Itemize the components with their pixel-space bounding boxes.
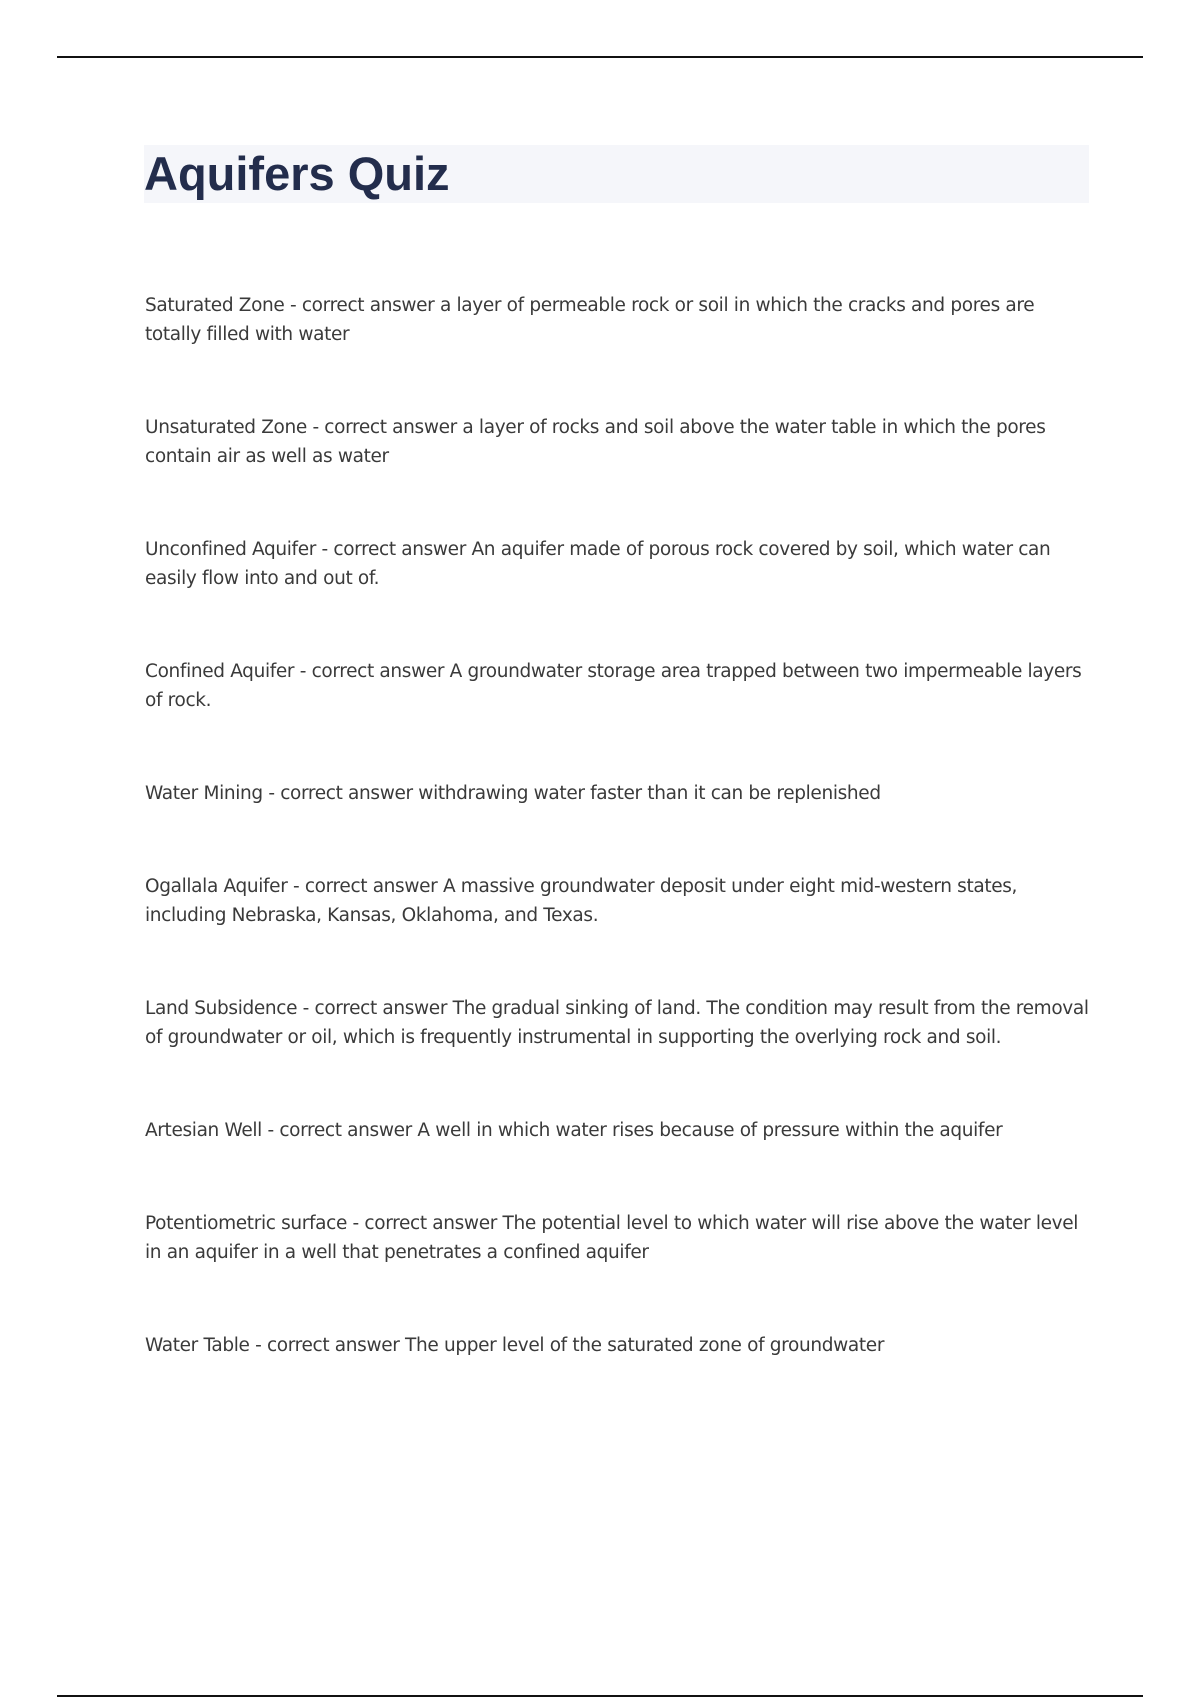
top-divider bbox=[57, 56, 1143, 58]
qa-item: Saturated Zone - correct answer a layer of permeable rock or soil in which the cracks and pores are totally filled with water bbox=[145, 295, 1035, 345]
qa-item: Unconfined Aquifer - correct answer An aquifer made of porous rock covered by soil, which water can easily flow into and out of. bbox=[145, 539, 1051, 589]
qa-item: Artesian Well - correct answer A well in which water rises because of pressure within the aquifer bbox=[145, 1120, 1003, 1141]
qa-item: Confined Aquifer - correct answer A groundwater storage area trapped between two impermeable layers of rock. bbox=[145, 661, 1082, 711]
qa-item: Water Mining - correct answer withdrawing water faster than it can be replenished bbox=[145, 783, 881, 804]
qa-list bbox=[145, 291, 1095, 1424]
page-title: Aquifers Quiz bbox=[144, 147, 450, 200]
qa-item: Unsaturated Zone - correct answer a layer of rocks and soil above the water table in which the pores contain air as well as water bbox=[145, 417, 1046, 467]
qa-item: Land Subsidence - correct answer The gradual sinking of land. The condition may result from the removal of groundwater or oil, which is frequently instrumental in supporting the overlying rock and soil. bbox=[145, 998, 1089, 1048]
qa-item: Water Table - correct answer The upper level of the saturated zone of groundwater bbox=[145, 1335, 885, 1356]
qa-item: Potentiometric surface - correct answer The potential level to which water will rise above the water level in an aquifer in a well that penetrates a confined aquifer bbox=[145, 1213, 1079, 1263]
title-banner bbox=[144, 145, 1089, 203]
bottom-divider bbox=[57, 1695, 1143, 1697]
qa-item: Ogallala Aquifer - correct answer A massive groundwater deposit under eight mid-western states, including Nebraska, Kansas, Oklahoma, and Texas. bbox=[145, 876, 1018, 926]
